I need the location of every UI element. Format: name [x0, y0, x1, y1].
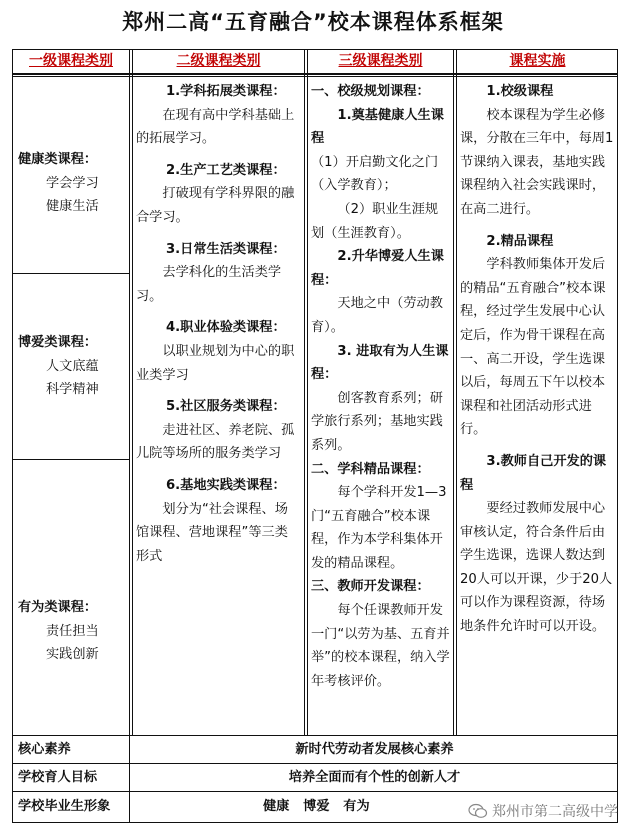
footer-value-core: 新时代劳动者发展核心素养 [295, 742, 454, 757]
level3-section-text: 每个任课教师开发一门“以劳为基、五育并举”的校本课程，纳入学年考核评价。 [311, 603, 450, 689]
header-level3-text: 三级课程类别 [338, 53, 423, 69]
level2-title: 5.社区服务类课程： [166, 399, 286, 415]
level1-promise-name: 有为类课程： [18, 600, 98, 615]
header-level2-text: 二级课程类别 [176, 53, 261, 69]
level3-item-title: 1.奠基健康人生课程 [311, 107, 444, 147]
level2-title: 1.学科拓展类课程： [166, 84, 286, 99]
implementation-title: 3.教师自己开发的课程 [460, 453, 607, 493]
level2-text: 打破现有学科界限的融合学习。 [136, 186, 295, 225]
rule [453, 49, 454, 736]
footer-label-image: 学校毕业生形象 [18, 799, 111, 814]
level1-love-item: 科学精神 [46, 382, 99, 398]
watermark [468, 801, 618, 821]
rule [12, 76, 618, 77]
footer-value-image: 健康 博爱 有为 [263, 799, 370, 814]
level3-item-title: 3. 进取有为人生课程： [311, 343, 449, 383]
level1-promise-item: 责任担当 [46, 623, 99, 639]
level1-promise-item: 实践创新 [46, 647, 99, 663]
level2-title: 6.基地实践类课程： [166, 477, 286, 493]
rule [12, 735, 618, 736]
rule [12, 763, 618, 764]
level3-item-text: 创客教育系列；研学旅行系列；基地实践系列。 [311, 390, 443, 453]
footer-label-goal: 学校育人目标 [18, 770, 98, 785]
level3-item-text: （1）开启勤文化之门（入学教育）； [311, 154, 439, 194]
level2-list [136, 80, 301, 568]
level1-health-name: 健康类课程： [18, 152, 98, 167]
level2-text: 以职业规划为中心的职业类学习 [136, 343, 295, 383]
rule [456, 49, 457, 736]
level2-title: 2.生产工艺类课程： [166, 162, 286, 178]
level1-love-item: 人文底蕴 [46, 358, 99, 374]
level1-love [18, 331, 128, 402]
level3-section-title: 三、教师开发课程： [311, 579, 430, 595]
implementation-text: 要经过教师发展中心审核认定，符合条件后由学生选课，选课人数达到20人可以开课，少于20人可以作为课程资源，待场地条件允许时可以开设。 [460, 501, 613, 635]
implementation-text: 学科教师集体开发后的精品“五育融合”校本课程，经过学生发展中心认定后，作为骨干课程在高一、高二开设，学生选课以后，每周五下午以校本课程和社团活动形式进行。 [460, 257, 606, 438]
level1-health-item: 学会学习 [46, 175, 99, 191]
header-implementation [457, 50, 618, 74]
rule [12, 791, 618, 792]
header-implementation-text: 课程实施 [509, 53, 566, 69]
level3-section-title: 一、校级规划课程： [311, 84, 430, 99]
level3-item-text: （2）职业生涯规划（生涯教育）。 [311, 201, 439, 241]
level3-section-text: 每个学科开发1—3门“五育融合”校本课程，作为本学科集体开发的精品课程。 [311, 485, 447, 571]
rule [304, 49, 305, 736]
level1-health [18, 148, 128, 219]
level2-title: 4.职业体验类课程： [166, 320, 286, 336]
implementation-title: 1.校级课程 [486, 84, 554, 99]
rule [307, 49, 308, 736]
header-level1 [12, 50, 130, 74]
level2-title: 3.日常生活类课程： [166, 241, 286, 257]
implementation-list [460, 80, 614, 639]
header-level3 [308, 50, 453, 74]
level1-health-item: 健康生活 [46, 199, 99, 215]
header-level1-text: 一级课程类别 [29, 53, 113, 69]
level2-text: 走进社区、养老院、孤儿院等场所的服务类学习 [136, 422, 295, 462]
wechat-icon [468, 803, 488, 819]
level2-text: 去学科化的生活类学习。 [136, 265, 282, 304]
level3-section-title: 二、学科精品课程： [311, 461, 430, 477]
level1-promise [18, 596, 128, 667]
level2-text: 在现有高中学科基础上的拓展学习。 [136, 107, 295, 147]
level3-list [311, 80, 451, 693]
implementation-text: 校本课程为学生必修课，分散在三年中，每周1节课纳入课表，基地实践课程纳入社会实践课时，在高二进行。 [460, 107, 614, 217]
page-title: 郑州二高“五育融合”校本课程体系框架 [122, 10, 504, 34]
level2-text: 划分为“社会课程、场馆课程、营地课程”等三类形式 [136, 501, 288, 564]
level3-item-title: 2.升华博爱人生课程： [311, 249, 444, 288]
header-level2 [133, 50, 304, 74]
watermark-text: 郑州市第二高级中学 [492, 804, 618, 820]
footer-label-core: 核心素养 [18, 742, 71, 757]
implementation-title: 2.精品课程 [486, 233, 554, 249]
level3-item-text: 天地之中（劳动教育）。 [311, 296, 443, 335]
level1-love-name: 博爱类课程： [18, 335, 98, 350]
rule [12, 273, 130, 274]
rule [129, 49, 130, 823]
rule [12, 459, 130, 460]
rule [132, 49, 133, 736]
footer-value-goal: 培养全面而有个性的创新人才 [288, 770, 461, 785]
